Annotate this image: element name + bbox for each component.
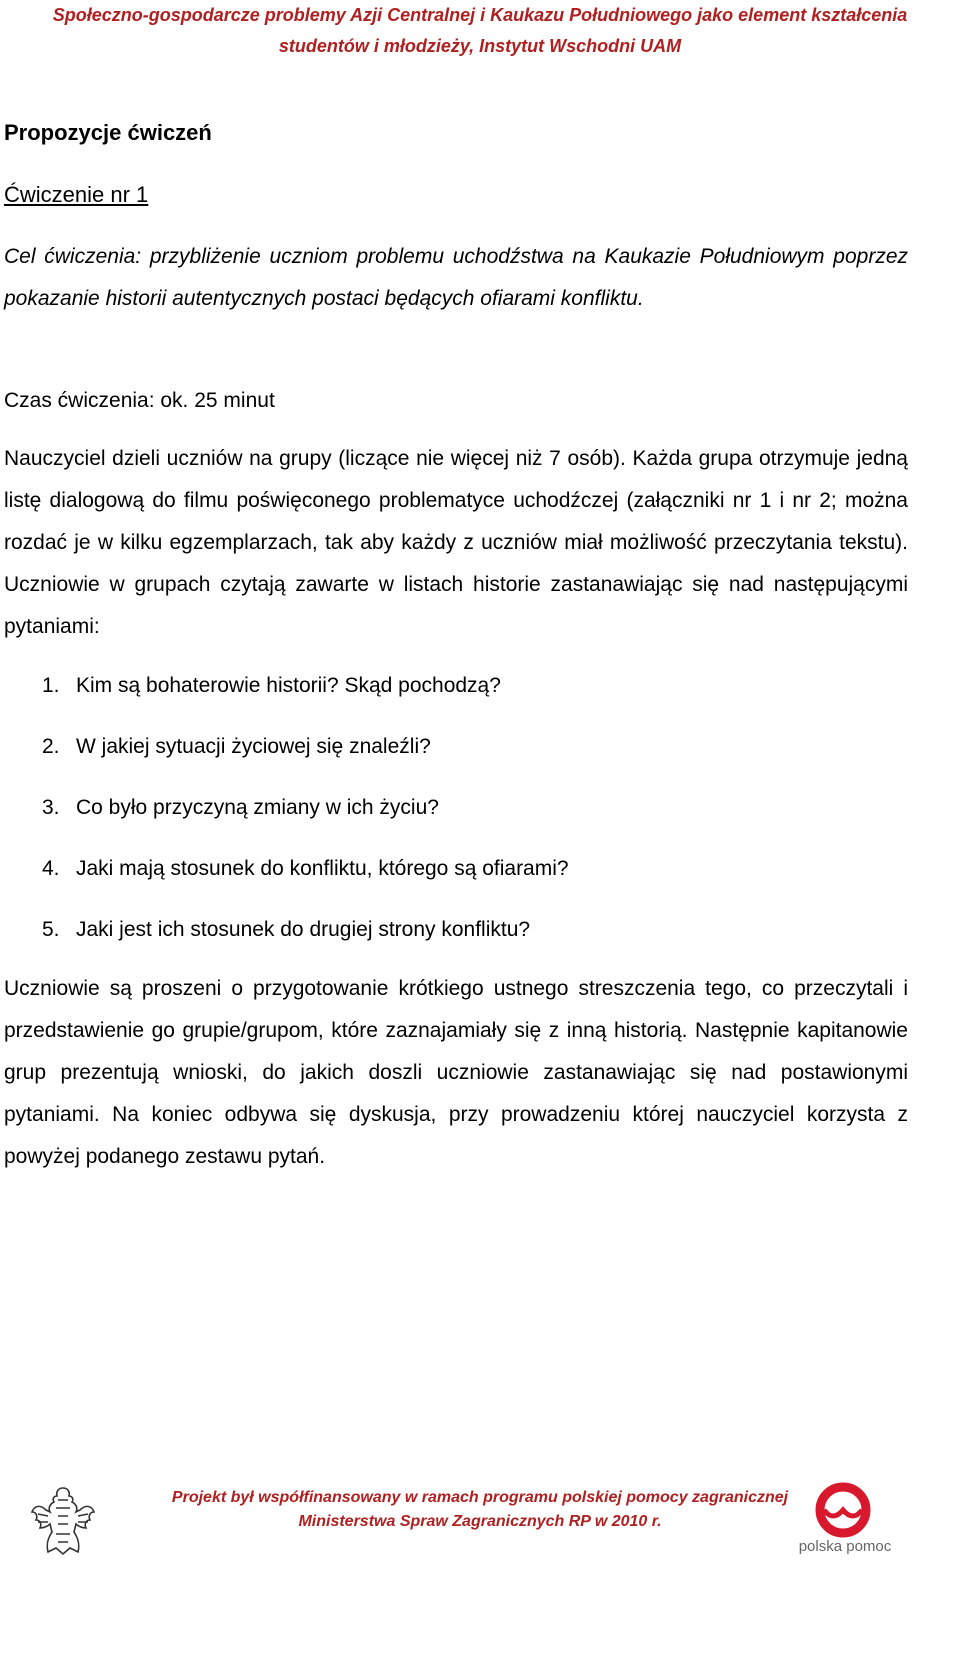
list-item: 3. Co było przyczyną zmiany w ich życiu?: [42, 796, 439, 819]
exercise-time: Czas ćwiczenia: ok. 25 minut: [4, 389, 275, 412]
list-item: 1. Kim są bohaterowie historii? Skąd pochodzą?: [42, 674, 501, 697]
footer-line-1: Projekt był współfinansowany w ramach programu polskiej pomocy zagranicznej: [171, 1489, 789, 1506]
paragraph-summary: Uczniowie są proszeni o przygotowanie krótkiego ustnego streszczenia tego, co przeczytali i przedstawienie go grupie/grupom, które zaznajamiały się z inną historią. Następnie kapitanowie grup prezentują wnioski, do jakich doszli uczniowie zastanawiając się nad postawionymi pytaniami. Na koniec odbywa się dyskusja, przy prowadzeniu której nauczyciel korzysta z powyżej podanego zestawu pytań.: [4, 977, 908, 1168]
page-header: [0, 0, 960, 62]
list-item: 5. Jaki jest ich stosunek do drugiej strony konfliktu?: [42, 918, 531, 941]
header-line-2: studentów i młodzieży, Instytut Wschodni UAM: [278, 36, 682, 56]
polska-pomoc-logo-text: polska pomoc: [798, 1538, 892, 1555]
paragraph-instructions: Nauczyciel dzieli uczniów na grupy (liczące nie więcej niż 7 osób). Każda grupa otrzymuje jedną listę dialogową do filmu poświęconego problematyce uchodźczej (załączniki nr 1 i nr 2; można rozdać je w kilku egzemplarzach, tak aby każdy z uczniów miał możliwość przeczytania tekstu). Uczniowie w grupach czytają zawarte w listach historie zastanawiając się nad następującymi pytaniami:: [4, 447, 908, 638]
header-line-1: Społeczno-gospodarcze problemy Azji Centralnej i Kaukazu Południowego jako element kształcenia: [52, 5, 908, 25]
question-list: [42, 665, 569, 970]
exercise-title: Ćwiczenie nr 1: [4, 182, 149, 207]
section-title: Propozycje ćwiczeń: [4, 120, 212, 145]
exercise-goal: Cel ćwiczenia: przybliżenie uczniom problemu uchodźstwa na Kaukazie Południowym poprzez pokazanie historii autentycznych postaci będących ofiarami konfliktu.: [4, 245, 908, 310]
list-item: 2. W jakiej sytuacji życiowej się znaleźli?: [42, 735, 431, 758]
footer-line-2: Ministerstwa Spraw Zagranicznych RP w 2010 r.: [298, 1513, 662, 1530]
list-item: 4. Jaki mają stosunek do konfliktu, którego są ofiarami?: [42, 857, 569, 880]
